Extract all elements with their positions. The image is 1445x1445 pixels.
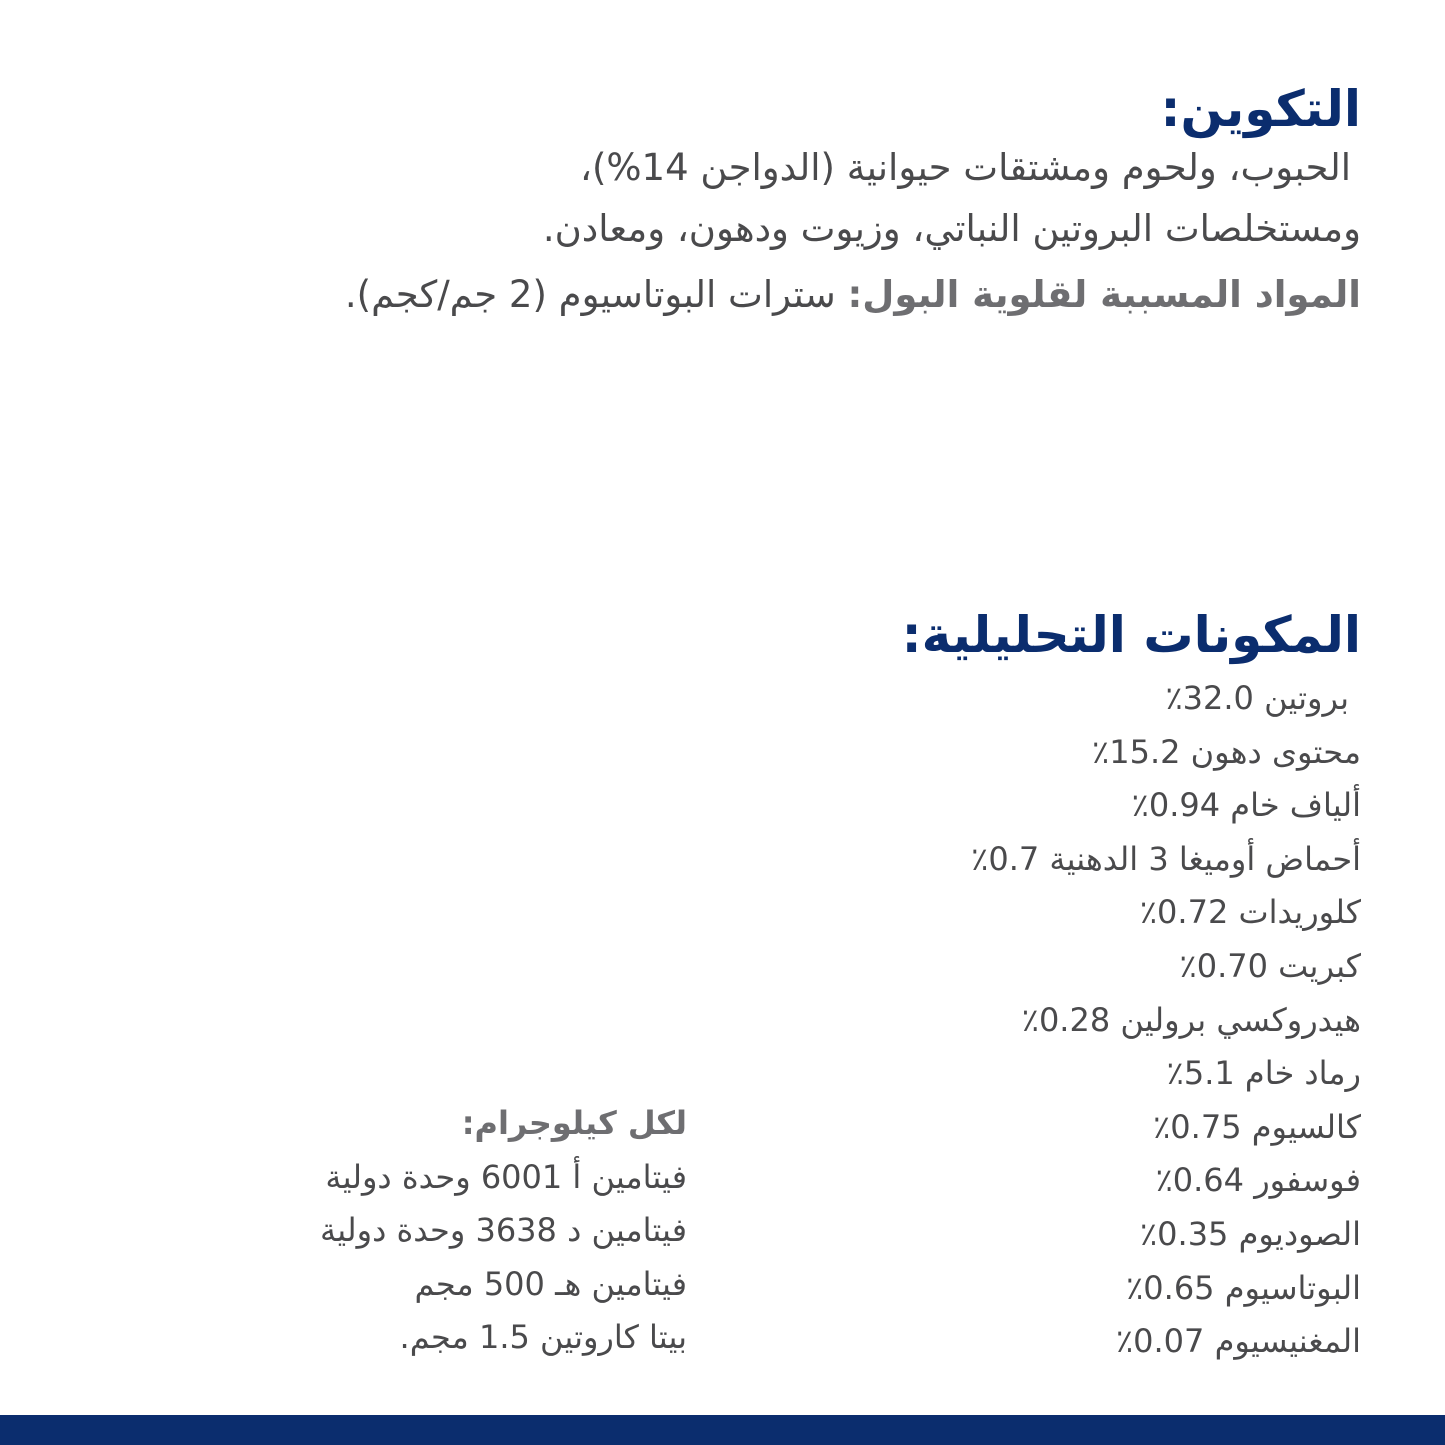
- composition-line-1: الحبوب، ولحوم ومشتقات حيوانية (الدواجن 14%)،: [580, 146, 1351, 189]
- list-item: هيدروكسي برولين 0.28٪: [1021, 1000, 1361, 1039]
- list-item: رماد خام 5.1٪: [1166, 1054, 1361, 1093]
- per-kilogram-section: [87, 1097, 687, 1365]
- list-item: بيتا كاروتين 1.5 مجم.: [399, 1318, 687, 1357]
- urine-alkalizer-label: المواد المسببة لقلوية البول:: [847, 273, 1361, 316]
- list-item: المغنيسيوم 0.07٪: [1115, 1322, 1361, 1361]
- list-item: البوتاسيوم 0.65٪: [1126, 1268, 1361, 1307]
- list-item: الصوديوم 0.35٪: [1139, 1214, 1361, 1253]
- analytical-constituents-list: [721, 672, 1361, 1369]
- list-item: فيتامين أ 6001 وحدة دولية: [325, 1157, 687, 1196]
- analytical-constituents-section: [721, 600, 1361, 1369]
- composition-line-2: ومستخلصات البروتين النباتي، وزيوت ودهون، ومعادن.: [542, 207, 1361, 250]
- list-item: بروتين 32.0٪: [1165, 679, 1349, 717]
- list-item: محتوى دهون 15.2٪: [1092, 732, 1361, 771]
- list-item: كبريت 0.70٪: [1179, 946, 1361, 985]
- composition-heading: التكوين:: [1160, 80, 1361, 138]
- list-item: كلوريدات 0.72٪: [1139, 893, 1361, 932]
- list-item: أحماض أوميغا 3 الدهنية 0.7٪: [971, 839, 1361, 878]
- list-item: فوسفور 0.64٪: [1155, 1161, 1361, 1200]
- list-item: ألياف خام 0.94٪: [1131, 786, 1361, 825]
- per-kilogram-list: [87, 1151, 687, 1365]
- list-item: كالسيوم 0.75٪: [1153, 1107, 1361, 1146]
- per-kilogram-title: لكل كيلوجرام:: [461, 1104, 687, 1142]
- footer-bar: [0, 1415, 1445, 1445]
- analytical-constituents-heading: المكونات التحليلية:: [901, 606, 1361, 664]
- list-item: فيتامين هـ 500 مجم: [414, 1264, 687, 1303]
- urine-alkalizer-line: [81, 262, 1361, 328]
- composition-section: [81, 78, 1361, 328]
- list-item: فيتامين د 3638 وحدة دولية: [320, 1211, 687, 1250]
- urine-alkalizer-value: سترات البوتاسيوم (2 جم/كجم).: [344, 273, 836, 316]
